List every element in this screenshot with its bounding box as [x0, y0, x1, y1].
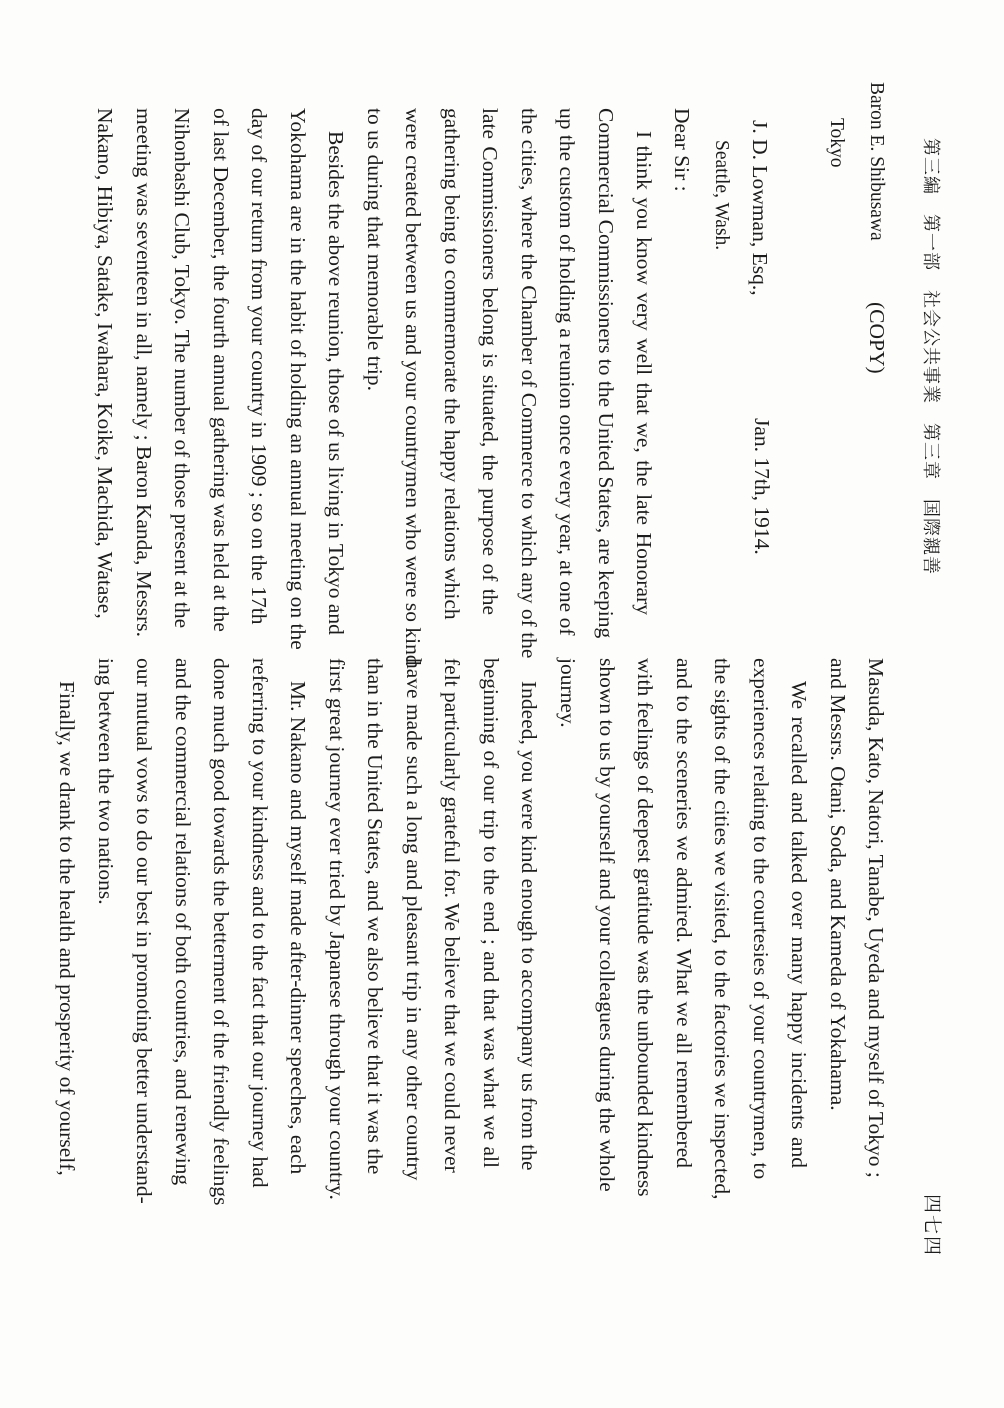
paragraph-line: and to the sceneries we admired. What we all remembered	[672, 658, 696, 1168]
running-title: 第三編 第一部 社会公共事業 第三章 国際親善	[921, 138, 941, 575]
sender-place: Tokyo	[826, 118, 847, 168]
paragraph-line: Mr. Nakano and myself made after-dinner speeches, each	[286, 681, 310, 1175]
paragraph-line: beginning of our trip to the end ; and that was what we all	[479, 658, 503, 1168]
paragraph-line: to us during that memorable trip.	[363, 108, 387, 392]
paragraph-line: up the custom of holding a reunion once every year, at one of	[555, 108, 579, 636]
paragraph-line: We recalled and talked over many happy incidents and	[787, 681, 811, 1168]
paragraph-line: referring to your kindness and to the fact that our journey had	[248, 658, 272, 1188]
paragraph-line: gathering being to commemorate the happy relations which	[440, 108, 464, 620]
paragraph-line: ing between the two nations.	[94, 658, 118, 905]
paragraph-line: than in the United States, and we also believe that it was the	[363, 658, 387, 1175]
paragraph-line: I think you know very well that we, the late Honorary	[632, 131, 656, 615]
paragraph-line: meeting was seventeen in all, namely ; Baron Kanda, Messrs.	[132, 108, 156, 637]
paragraph-line: Finally, we drank to the health and prosperity of yourself,	[55, 681, 79, 1176]
salutation: Dear Sir :	[670, 108, 694, 192]
page-number: 四七四	[921, 1194, 942, 1258]
paragraph-line: first great journey ever tried by Japanese through your country.	[325, 658, 349, 1200]
letter-date: Jan. 17th, 1914.	[750, 418, 774, 555]
paragraph-line: experiences relating to the courtesies of your countrymen, to	[749, 658, 773, 1180]
copy-label: (COPY)	[865, 302, 889, 374]
paragraph-line: day of our return from your country in 1909 ; so on the 17th	[247, 108, 271, 625]
paragraph-line: with feelings of deepest gratitude was the unbounded kindness	[633, 658, 657, 1197]
paragraph-line: Besides the above reunion, those of us living in Tokyo and	[324, 131, 348, 635]
paragraph-line: journey.	[556, 658, 580, 728]
sender-name: Baron E. Shibusawa	[866, 82, 887, 241]
paragraph-line: felt particularly grateful for. We believe that we could never	[440, 658, 464, 1173]
paragraph-line: shown to us by yourself and your colleagues during the whole	[595, 658, 619, 1192]
paragraph-line: the cities, where the Chamber of Commerce to which any of the	[517, 108, 541, 659]
paragraph-line: done much good towards the betterment of the friendly feelings	[209, 658, 233, 1206]
paragraph-line: and the commercial relations of both countries, and renewing	[171, 658, 195, 1186]
paragraph-line: Commercial Commissioners to the United States, are keeping	[594, 108, 618, 639]
paragraph-line: have made such a long and pleasant trip in any other country	[402, 658, 426, 1181]
paragraph-line: Nakano, Hibiya, Satake, Iwahara, Koike, Machida, Watase,	[93, 108, 117, 619]
addressee-place: Seattle, Wash.	[711, 140, 732, 251]
paragraph-line: the sights of the cities we visited, to the factories we inspected,	[710, 658, 734, 1200]
paragraph-line: Masuda, Kato, Natori, Tanabe, Uyeda and myself of Tokyo ;	[864, 658, 888, 1178]
paragraph-line: Nihonbashi Club, Tokyo. The number of those present at the	[170, 108, 194, 629]
paragraph-line: of last December, the fourth annual gathering was held at the	[209, 108, 233, 632]
paragraph-line: Yokohama are in the habit of holding an annual meeting on the	[286, 108, 310, 650]
paragraph-line: and Messrs. Otani, Soda, and Kameda of Yokahama.	[826, 658, 850, 1111]
paragraph-line: our mutual vows to do our best in promoting better understand-	[132, 658, 156, 1204]
paragraph-line: late Commissioners belong is situated, the purpose of the	[478, 108, 502, 615]
addressee-name: J. D. Lowman, Esq.,	[748, 120, 772, 296]
paragraph-line: Indeed, you were kind enough to accompany us from the	[517, 681, 541, 1171]
paragraph-line: were created between us and your countrymen who were so kind	[401, 108, 425, 666]
